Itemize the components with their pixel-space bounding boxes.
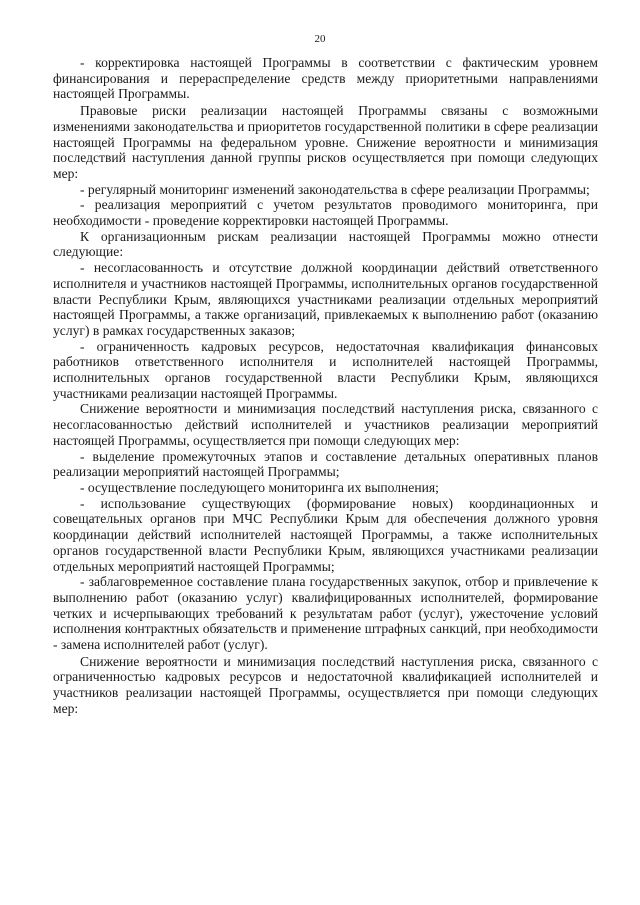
paragraph-staff-mitigation: Снижение вероятности и минимизация последствий наступления риска, связанного с ограниченностью кадровых ресурсов и недостаточной квалификацией исполнителей и участников реализации настоящей Программы, осуществляется при помощи следующих мер: xyxy=(53,653,598,716)
paragraph-procurement-plan: - заблаговременное составление плана государственных закупок, отбор и привлечение к выполнению работ (оказанию услуг) квалифицированных исполнителей, формирование четких и исчерпывающих требований к результатам работ (услуг), ужесточение условий исполнения контрактных обязательств и применение штрафных санкций, при необходимости - замена исполнителей работ (услуг). xyxy=(53,574,598,653)
paragraph-program-correction: - реализация мероприятий с учетом результатов проводимого мониторинга, при необходимости - проведение корректировки настоящей Программы. xyxy=(53,197,598,229)
page-number: 20 xyxy=(314,33,326,45)
paragraph-intermediate-stages: - выделение промежуточных этапов и составление детальных оперативных планов реализации мероприятий настоящей Программы; xyxy=(53,448,598,480)
paragraph-legal-risks: Правовые риски реализации настоящей Программы связаны с возможными изменениями законодательства и приоритетов государственной политики в сфере реализации настоящей Программы на федеральном уровне. Снижение вероятности и минимизация последствий наступления данной группы рисков осуществляется при помощи следующих мер: xyxy=(53,103,598,181)
document-body xyxy=(53,55,598,717)
paragraph-budget-adjustment: - корректировка настоящей Программы в соответствии с фактическим уровнем финансирования и перераспределение средств между приоритетными направлениями настоящей Программы. xyxy=(53,55,598,102)
paragraph-legislation-monitoring: - регулярный мониторинг изменений законодательства в сфере реализации Программы; xyxy=(80,181,590,197)
paragraph-organizational-risks: К организационным рискам реализации настоящей Программы можно отнести следующие: xyxy=(53,228,598,260)
paragraph-coordination-bodies: - использование существующих (формирование новых) координационных и совещательных органов при МЧС Республики Крым для обеспечения должного уровня координации действий исполнителей настоящей Программы, а также исполнительных органов государственной власти Республики Крым, являющихся участниками реализации отдельных мероприятий настоящей Программы; xyxy=(53,495,598,574)
paragraph-monitoring: - осуществление последующего мониторинга их выполнения; xyxy=(80,479,439,495)
paragraph-coordination-risk: - несогласованность и отсутствие должной координации действий ответственного исполнителя и участников настоящей Программы, исполнительных органов государственной власти Республики Крым, являющихся участниками реализации отдельных мероприятий настоящей Программы, а также организаций, привлекаемых к выполнению работ (оказанию услуг) в рамках государственных заказов; xyxy=(53,260,598,338)
paragraph-coordination-mitigation: Снижение вероятности и минимизация последствий наступления риска, связанного с несогласованностью действий исполнителей и участников реализации мероприятий настоящей Программы, осуществляется при помощи следующих мер: xyxy=(53,401,598,448)
paragraph-staff-risk: - ограниченность кадровых ресурсов, недостаточная квалификация финансовых работников ответственного исполнителя и исполнителей настоящей Программы, исполнительных органов государственной власти Республики Крым, являющихся участниками реализации настоящей Программы. xyxy=(53,338,598,401)
